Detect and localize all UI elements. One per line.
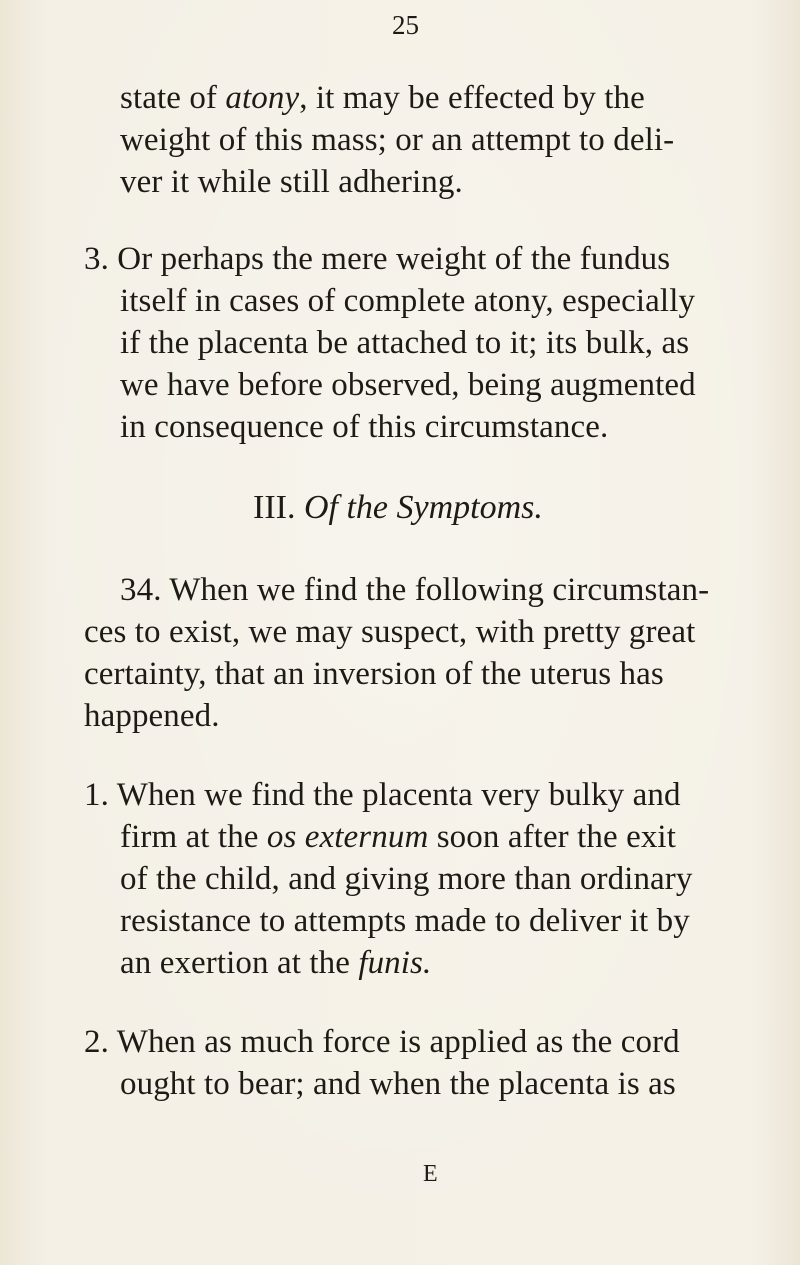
text-line: of the child, and giving more than ordinary <box>120 861 693 897</box>
text-line: we have before observed, being augmented <box>120 367 696 403</box>
list-item-3: 3. Or perhaps the mere weight of the fundus <box>84 241 671 277</box>
section-heading: III. Of the Symptoms. <box>253 489 543 526</box>
text-line: happened. <box>84 698 220 734</box>
paragraph-34: 34. When we find the following circumstan- <box>120 572 710 608</box>
text-line: in consequence of this circumstance. <box>120 409 609 445</box>
signature-mark: E <box>423 1161 438 1187</box>
text-line: resistance to attempts made to deliver it by <box>120 903 690 939</box>
emphasis-funis: funis. <box>358 945 432 981</box>
text-line: if the placenta be attached to it; its bulk, as <box>120 325 690 361</box>
emphasis-os-externum: os externum <box>266 819 429 855</box>
list-item-1: 1. When we find the placenta very bulky and <box>84 777 681 813</box>
text-line: an exertion at the funis. <box>120 945 432 981</box>
text-line: weight of this mass; or an attempt to deli- <box>120 122 675 158</box>
text-line: ces to exist, we may suspect, with pretty great <box>84 614 696 650</box>
text-line: itself in cases of complete atony, especially <box>120 283 696 319</box>
text-line: firm at the os externum soon after the exit <box>120 819 676 855</box>
page-number: 25 <box>392 10 419 40</box>
list-item-2: 2. When as much force is applied as the cord <box>84 1024 680 1060</box>
text-line: ought to bear; and when the placenta is as <box>120 1066 676 1102</box>
text-line: ver it while still adhering. <box>120 164 463 200</box>
text-line: state of atony, it may be effected by the <box>120 80 645 116</box>
text-line: certainty, that an inversion of the uterus has <box>84 656 664 692</box>
emphasis-atony: atony <box>225 80 300 116</box>
